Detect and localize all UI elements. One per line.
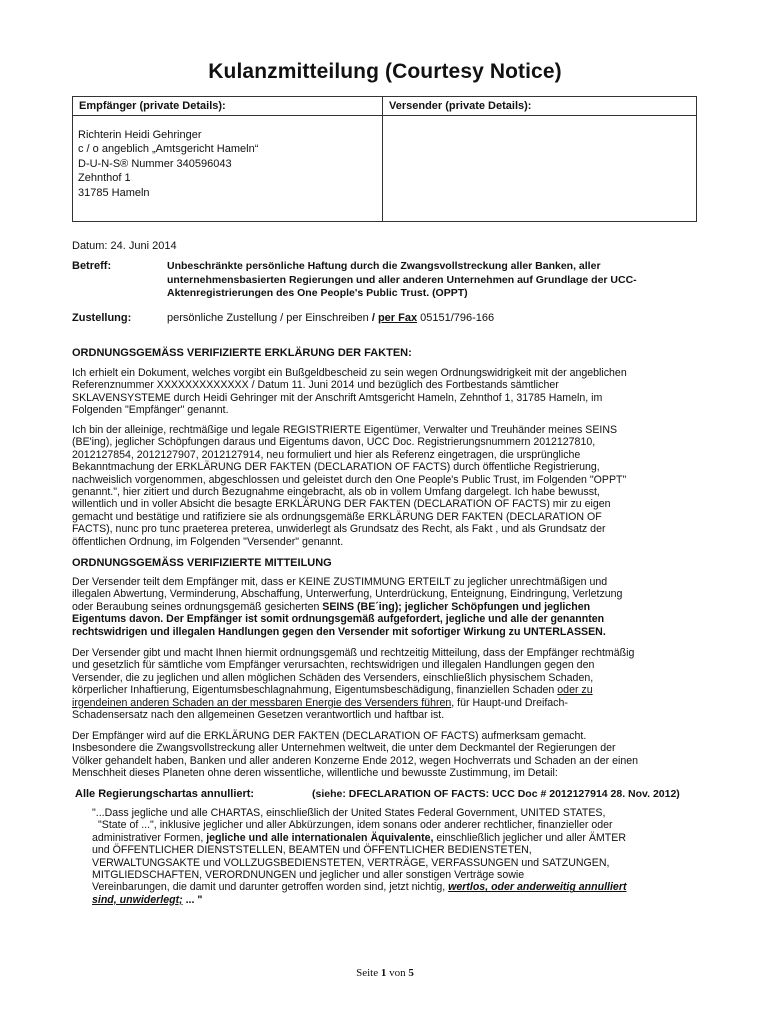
footer-of: von xyxy=(386,967,409,979)
bold-underlined-span: sind, unwiderlegt; xyxy=(92,893,183,906)
text-line: SKLAVENSYSTEME durch Heidi Gehringer mit der Anschrift Amtsgericht Hameln, Zehnthof 1, 31785 Hameln, im xyxy=(72,391,603,404)
table-column-divider xyxy=(382,97,383,221)
text-line: Schadensersatz nach den allgemeinen Gesetzen verantwortlich und haftbar ist. xyxy=(72,709,445,722)
text-line: illegalen Abwertung, Verminderung, Abschaffung, Unterwerfung, Unterdrückung, Enteignung, Eindringung, Verletzung xyxy=(72,588,623,601)
footer-prefix: Seite xyxy=(356,967,381,979)
text-line: nachweislich vorgenommen, abgeschlossen und geleistet durch den One People's Public Trust, im Folgenden "OPPT" xyxy=(72,473,627,486)
sender-heading: Versender (private Details): xyxy=(389,100,532,112)
paragraph-notice-3 xyxy=(72,730,702,780)
document-title: Kulanzmitteilung (Courtesy Notice) xyxy=(208,60,562,83)
subject-line: Unbeschränkte persönliche Haftung durch die Zwangsvollstreckung aller Banken, aller xyxy=(167,260,601,272)
section-heading-facts: ORDNUNGSGEMÄSS VERIFIZIERTE ERKLÄRUNG DER FAKTEN: xyxy=(72,347,412,359)
text-line: Referenznummer XXXXXXXXXXXXX / Datum 11. Juni 2014 und bezüglich des Fortbestands sämtlicher xyxy=(72,379,559,392)
text-line: gemacht und bestätige und ratifiziere sie als ordnungsgemäße ERKLÄRUNG DER FAKTEN (DECLARATION OF xyxy=(72,510,602,523)
text-line: öffentlichen Ordnung, im Folgenden "Versender" genannt. xyxy=(72,535,344,548)
subject-text xyxy=(167,260,697,301)
delivery-text xyxy=(167,312,494,324)
quote-line xyxy=(92,881,702,893)
text-line: willentlich und in voller Absicht die besagte ERKLÄRUNG DER FAKTEN (DECLARATION OF FACTS) mir zu eigen xyxy=(72,498,611,511)
text-span: , für Haupt-und Dreifach- xyxy=(451,696,568,709)
text-line: Versender, die zu jeglichen und allen möglichen Schäden des Versenders, einschließlich physischem Schaden, xyxy=(72,671,594,684)
quote-line: VERWALTUNGSAKTE und VOLLZUGSBEDIENSTETEN, VERTRÄGE, VERFASSUNGEN und SATZUNGEN, xyxy=(92,856,610,869)
subject-line: Aktenregistrierungen des One People's Public Trust. (OPPT) xyxy=(167,287,468,299)
text-line: Menschheit dieses Planeten ohne deren wissentliche, willentliche und bewusste Zustimmung, im Detail: xyxy=(72,767,558,780)
recipient-line: c / o angeblich „Amtsgericht Hameln“ xyxy=(78,143,259,156)
bold-span: jegliche und alle internationalen Äquivalente, xyxy=(206,831,434,844)
bold-span: rechtswidrigen und illegalen Handlungen gegen den Versender mit sofortiger Wirkung zu UNTERLASSEN. xyxy=(72,625,606,638)
quote-line: und ÖFFENTLICHER DIENSTSTELLEN, BEAMTEN und ÖFFENTLICHER BEDIENSTETEN, xyxy=(92,844,532,857)
table-header-rule xyxy=(73,115,696,116)
text-line xyxy=(72,613,702,625)
page-total: 5 xyxy=(408,967,414,979)
recipient-line: D-U-N-S® Nummer 340596043 xyxy=(78,157,232,170)
text-line: FACTS), nunc pro tunc praeterea preterea, unwiderlegt als Grundsatz des Recht, als Fakt , und als Grundsatz der xyxy=(72,523,606,536)
text-line xyxy=(72,626,702,638)
bold-span: SEINS (BE´ing); jeglicher Schöpfungen und jeglichen xyxy=(322,600,591,613)
text-line xyxy=(72,697,702,709)
section-heading-notice: ORDNUNGSGEMÄSS VERIFIZIERTE MITTEILUNG xyxy=(72,557,332,569)
text-span: körperlicher Inhaftierung, Eigentumsbeschlagnahmung, Eigentumsbeschädigung, finanziellen Schaden xyxy=(72,684,558,697)
paragraph-notice-1 xyxy=(72,576,702,638)
quote-line xyxy=(92,832,702,844)
page-number: 1 xyxy=(380,967,387,979)
subject-label: Betreff: xyxy=(72,260,112,272)
annulled-reference: (siehe: DFECLARATION OF FACTS: UCC Doc # 2012127914 28. Nov. 2012) xyxy=(312,788,680,800)
underlined-span: oder zu xyxy=(557,684,593,697)
paragraph-facts-2 xyxy=(72,424,702,548)
quote-line: "...Dass jegliche und alle CHARTAS, einschließlich der United States Federal Government, UNITED STATES, xyxy=(92,807,606,819)
paragraph-notice-2 xyxy=(72,647,702,721)
quote-line: "State of ...", inklusive jeglicher und aller Abkürzungen, idem sonans oder anderer rechtlicher, finanzieller oder xyxy=(98,819,613,832)
text-line: genannt.", hier zitiert und durch Bezugnahme eingebracht, als ob in vollem Umfang dargelegt. Ich habe bewusst, xyxy=(72,486,600,499)
text-line: Bekanntmachung der ERKLÄRUNG DER FAKTEN (DECLARATION OF FACTS) durch öffentliche Registrierung, xyxy=(72,461,600,474)
text-line: Folgenden "Empfänger" genannt. xyxy=(72,404,229,417)
delivery-label: Zustellung: xyxy=(72,312,132,324)
bold-span: ... " xyxy=(182,893,203,906)
subject-line: unternehmensbasierten Regierungen und aller anderen Unternehmen auf Grundlage der UCC- xyxy=(167,273,637,286)
recipient-heading: Empfänger (private Details): xyxy=(79,100,226,112)
paragraph-facts-1 xyxy=(72,367,702,417)
annulled-heading: Alle Regierungschartas annulliert: xyxy=(75,788,255,800)
text-line: 2012127854, 2012127907, 2012127914, neu formuliert und hier als Referenz eingetragen, die ursprüngliche xyxy=(72,448,581,461)
page-footer xyxy=(0,967,770,979)
text-span: Vereinbarungen, die damit und darunter getroffen worden sind, jetzt nichtig, xyxy=(92,881,449,894)
text-span: administrativer Formen, xyxy=(92,831,207,844)
text-line: Der Versender gibt und macht Ihnen hiermit ordnungsgemäß und rechtzeitig Mitteilung, dass der Empfänger rechtmäßig xyxy=(72,647,635,659)
recipient-line: 31785 Hameln xyxy=(78,186,150,199)
fax-label: per Fax xyxy=(377,312,418,324)
bold-span: Eigentums davon. Der Empfänger ist somit ordnungsgemäß aufgefordert, jegliche und alle der genannten xyxy=(72,613,605,626)
recipient-line: Zehnthof 1 xyxy=(78,172,131,185)
recipient-line: Richterin Heidi Gehringer xyxy=(78,129,202,141)
text-line xyxy=(72,684,702,696)
underlined-span: irgendeinen anderen Schaden an der messbaren Energie des Versenders führen xyxy=(72,696,452,709)
recipient-address xyxy=(78,128,258,200)
text-line: und gesetzlich für sämtliche vom Empfänger verursachten, rechtswidrigen und illegalen Handlungen gegen den xyxy=(72,659,595,672)
bold-underlined-span: wertlos, oder anderweitig annulliert xyxy=(448,881,627,894)
text-line: Der Versender teilt dem Empfänger mit, dass er KEINE ZUSTIMMUNG ERTEILT zu jeglicher unrechtmäßigen und xyxy=(72,576,608,588)
text-line: Ich erhielt ein Dokument, welches vorgibt ein Bußgeldbescheid zu sein wegen Ordnungswidrigkeit mit der angeblichen xyxy=(72,367,627,379)
fax-number: 05151/796-166 xyxy=(417,312,495,324)
text-line xyxy=(72,601,702,613)
text-span: einschließlich jeglicher und aller ÄMTER xyxy=(433,831,626,844)
text-line: Völker gehandelt haben, Banken und aller anderen Konzerne Ende 2012, wegen Hochverrats und Schaden an der einen xyxy=(72,754,639,767)
text-line: Der Empfänger wird auf die ERKLÄRUNG DER FAKTEN (DECLARATION OF FACTS) aufmerksam gemacht. xyxy=(72,730,587,742)
text-span: oder Beraubung seines ordnungsgemäß gesicherten xyxy=(72,600,323,613)
date-line: Datum: 24. Juni 2014 xyxy=(72,240,177,252)
text-line: Ich bin der alleinige, rechtmäßige und legale REGISTRIERTE Eigentümer, Verwalter und Treuhänder meines SEINS xyxy=(72,424,618,436)
quote-block xyxy=(92,807,702,906)
text-line: (BE'ing), jeglicher Schöpfungen daraus und Eigentums davon, UCC Doc. Registrierungsnummern 2012127810, xyxy=(72,436,596,449)
delivery-method: persönliche Zustellung / per Einschreiben xyxy=(167,312,369,324)
quote-line xyxy=(92,894,702,906)
text-line: Insbesondere die Zwangsvollstreckung aller Unternehmen weltweit, die unter dem Deckmantel der Regierungen der xyxy=(72,742,616,755)
delivery-separator: / xyxy=(368,312,378,324)
quote-line: MITGLIEDSCHAFTEN, VERORDNUNGEN und jeglicher und aller sonstigen Verträge sowie xyxy=(92,869,525,882)
